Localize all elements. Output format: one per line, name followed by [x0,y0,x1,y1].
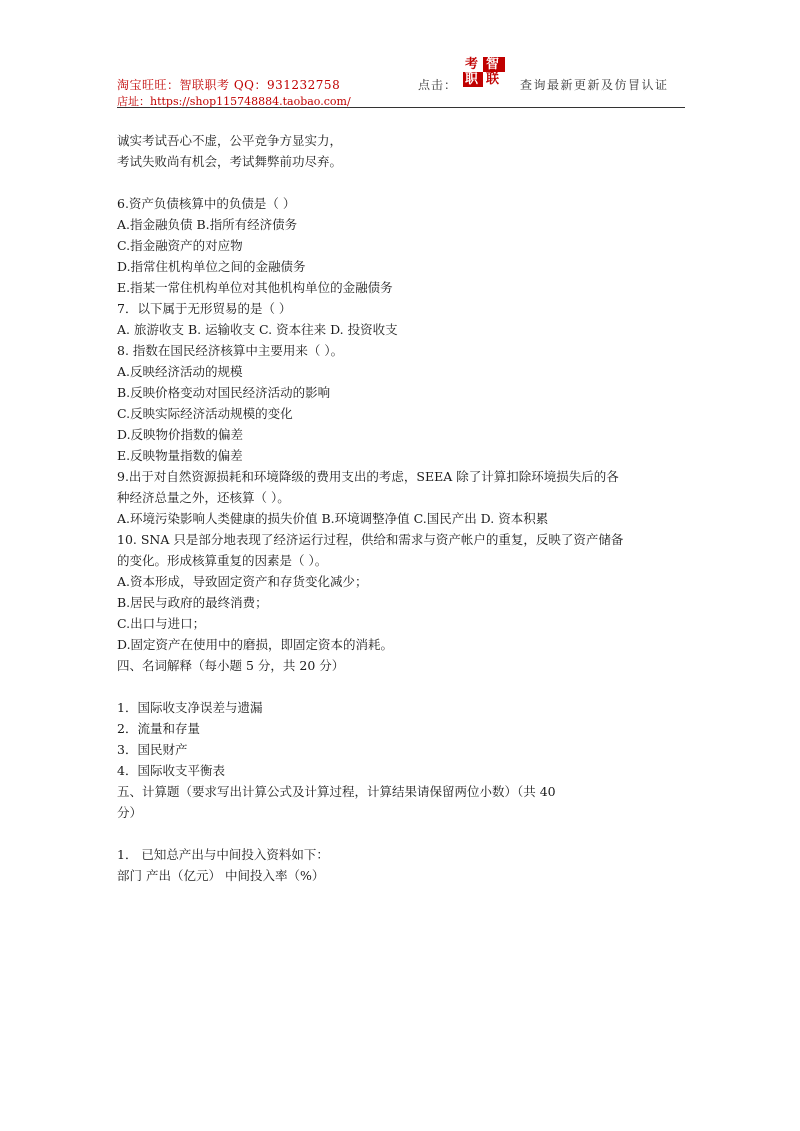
shop-contact-line: 淘宝旺旺：智联职考 QQ：931232758 [117,78,341,92]
blank-line [117,676,687,697]
document-body [117,130,687,886]
logo-char-zhi: 智 [486,57,500,72]
text-line: A. 旅游收支 B. 运输收支 C. 资本往来 D. 投资收支 [117,322,398,337]
text-line: D.指常住机构单位之间的金融债务 [117,259,306,274]
logo-char-kao: 考 [465,57,479,72]
text-line: A.指金融负债 B.指所有经济债务 [117,217,298,232]
text-line: 种经济总量之外，还核算（ ）。 [117,490,290,505]
text-line: 考试失败尚有机会，考试舞弊前功尽弃。 [117,154,343,169]
zhilian-logo[interactable] [462,55,506,89]
text-line: 3．国民财产 [117,742,188,757]
logo-char-zhi2: 职 [465,72,479,87]
text-line: E.指某一常住机构单位对其他机构单位的金融债务 [117,280,393,295]
text-line: 五、计算题（要求写出计算公式及计算过程，计算结果请保留两位小数）（共 40 [117,784,556,799]
text-line: C.反映实际经济活动规模的变化 [117,406,293,421]
text-line: 7．以下属于无形贸易的是（ ） [117,301,292,316]
text-line: C.指金融资产的对应物 [117,238,243,253]
text-line: 2．流量和存量 [117,721,200,736]
logo-char-lian: 联 [486,72,500,87]
page-header [117,55,685,111]
text-line: A.资本形成，导致固定资产和存货变化减少； [117,574,368,589]
text-line: 8. 指数在国民经济核算中主要用来（ ）。 [117,343,344,358]
text-line: B.反映价格变动对国民经济活动的影响 [117,385,331,400]
verify-link[interactable]: 查询最新更新及仿冒认证 [520,78,669,92]
text-line: D.固定资产在使用中的磨损，即固定资本的消耗。 [117,637,394,652]
text-line: 9.出于对自然资源损耗和环境降级的费用支出的考虑，SEEA 除了计算扣除环境损失后的各 [117,469,619,484]
text-line: C.出口与进口； [117,616,206,631]
text-line: 10. SNA 只是部分地表现了经济运行过程，供给和需求与资产帐户的重复，反映了资产储备 [117,532,624,547]
click-label: 点击： [418,78,458,92]
text-line: 诚实考试吾心不虚，公平竞争方显实力， [117,133,343,148]
store-url-link[interactable]: 店址：https://shop115748884.taobao.com/ [117,95,351,108]
text-line: 6.资产负债核算中的负债是（ ） [117,196,296,211]
text-line: D.反映物价指数的偏差 [117,427,244,442]
header-divider [117,107,685,108]
text-line: 分） [117,805,143,820]
blank-line [117,172,687,193]
text-line: 1． 已知总产出与中间投入资料如下： [117,847,329,862]
text-line: 四、名词解释（每小题 5 分，共 20 分） [117,658,345,673]
text-line: E.反映物量指数的偏差 [117,448,243,463]
text-line: B.居民与政府的最终消费； [117,595,268,610]
text-line: 4．国际收支平衡表 [117,763,225,778]
text-line: 1．国际收支净误差与遗漏 [117,700,263,715]
text-line: A.环境污染影响人类健康的损失价值 B.环境调整净值 C.国民产出 D. 资本积累 [117,511,549,526]
text-line: 的变化。形成核算重复的因素是（ ）。 [117,553,328,568]
text-line: A.反映经济活动的规模 [117,364,243,379]
blank-line [117,823,687,844]
text-line: 部门 产出（亿元） 中间投入率（%） [117,868,325,883]
